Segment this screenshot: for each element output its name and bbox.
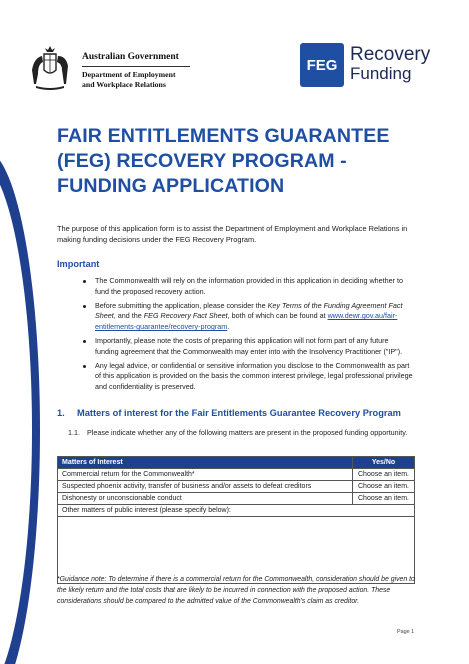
table-row: [58, 517, 415, 584]
section-1-heading: [57, 408, 401, 418]
important-item-4: Any legal advice, or confidential or sensitive information you disclose to the Commonwealth as part of this application is provided on the basis the common interest privilege, legal professional privilege and confidentiality is preserved.: [83, 361, 413, 393]
department-name-line2: and Workplace Relations: [82, 79, 166, 89]
important-item-2-text-d: .: [227, 322, 230, 332]
subsection-1-1-number: 1.1.: [68, 428, 80, 437]
important-list: [83, 276, 413, 396]
government-divider: [82, 66, 190, 67]
important-item-2-text-b: , and the: [113, 311, 144, 321]
phoenix-activity-dropdown[interactable]: Choose an item.: [353, 481, 415, 493]
important-item-2-text-a: Before submitting the application, please consider the: [95, 300, 268, 310]
table-row: [58, 469, 415, 481]
commercial-return-dropdown[interactable]: Choose an item.: [353, 469, 415, 481]
table-row: [58, 493, 415, 505]
dishonesty-dropdown[interactable]: Choose an item.: [353, 493, 415, 505]
important-heading: Important: [57, 259, 100, 269]
title-line-2: (FEG) RECOVERY PROGRAM -: [57, 150, 347, 172]
feg-logo-word-recovery: Recovery: [350, 44, 431, 65]
government-text: [82, 52, 190, 89]
guidance-note: *Guidance note: To determine if there is a commercial return for the Commonwealth, consideration should be given to the likely return and the total costs that are likely to be incurred in connection with the proposed action. These considerations should be compared to the admitted value of the Commonwealth's claim as creditor.: [57, 576, 415, 605]
intro-paragraph: The purpose of this application form is to assist the Department of Employment and Workplace Relations in making funding decisions under the FEG Recovery Program.: [57, 224, 408, 244]
title-line-1: FAIR ENTITLEMENTS GUARANTEE: [57, 125, 390, 147]
feg-logo-mark: FEG: [300, 43, 344, 87]
yes-no-column-header: Yes/No: [353, 457, 415, 469]
subsection-1-1: [68, 428, 413, 439]
important-item-2-text-c: , both of which can be found at: [227, 311, 328, 321]
key-terms-fact-sheet-title: Key Terms of the Funding Agreement Fact Sheet: [95, 300, 403, 321]
government-logo: [26, 40, 186, 100]
other-matters-input[interactable]: [58, 517, 415, 584]
page-title: [57, 124, 417, 199]
department-name-line1: Department of Employment: [82, 70, 176, 79]
section-1-title: Matters of interest for the Fair Entitlements Guarantee Recovery Program: [77, 408, 401, 418]
feg-recovery-fact-sheet-title: FEG Recovery Fact Sheet: [143, 311, 228, 321]
important-item-2: [83, 301, 413, 333]
other-matters-label: Other matters of public interest (please specify below):: [58, 505, 415, 517]
coat-of-arms-icon: [26, 40, 74, 96]
important-item-1: The Commonwealth will rely on the information provided in this application in deciding whether to fund the proposed recovery action.: [83, 276, 413, 298]
page-number: Page 1: [397, 629, 415, 635]
government-name: Australian Government: [82, 52, 179, 62]
matters-column-header: Matters of Interest: [58, 457, 353, 469]
feg-logo-word-funding: Funding: [350, 64, 412, 83]
matter-label: Dishonesty or unconscionable conduct: [58, 493, 353, 505]
matter-label: Suspected phoenix activity, transfer of business and/or assets to defeat creditors: [58, 481, 353, 493]
subsection-1-1-text: Please indicate whether any of the following matters are present in the proposed funding opportunity.: [87, 428, 408, 437]
table-row: [58, 481, 415, 493]
matter-label: Commercial return for the Commonwealth*: [58, 469, 353, 481]
table-row: [58, 505, 415, 517]
table-header-row: [58, 457, 415, 469]
dewr-recovery-program-link[interactable]: www.dewr.gov.au/fair-entitlements-guarantee/recovery-program: [95, 311, 398, 332]
matters-of-interest-table: [57, 456, 415, 584]
section-1-number: 1.: [57, 408, 65, 418]
title-line-3: FUNDING APPLICATION: [57, 175, 285, 197]
important-item-3: Importantly, please note the costs of preparing this application will not form part of any future funding agreement that the Commonwealth may enter into with the Insolvency Practitioner ("IP").: [83, 336, 413, 358]
feg-recovery-logo: [300, 43, 440, 87]
